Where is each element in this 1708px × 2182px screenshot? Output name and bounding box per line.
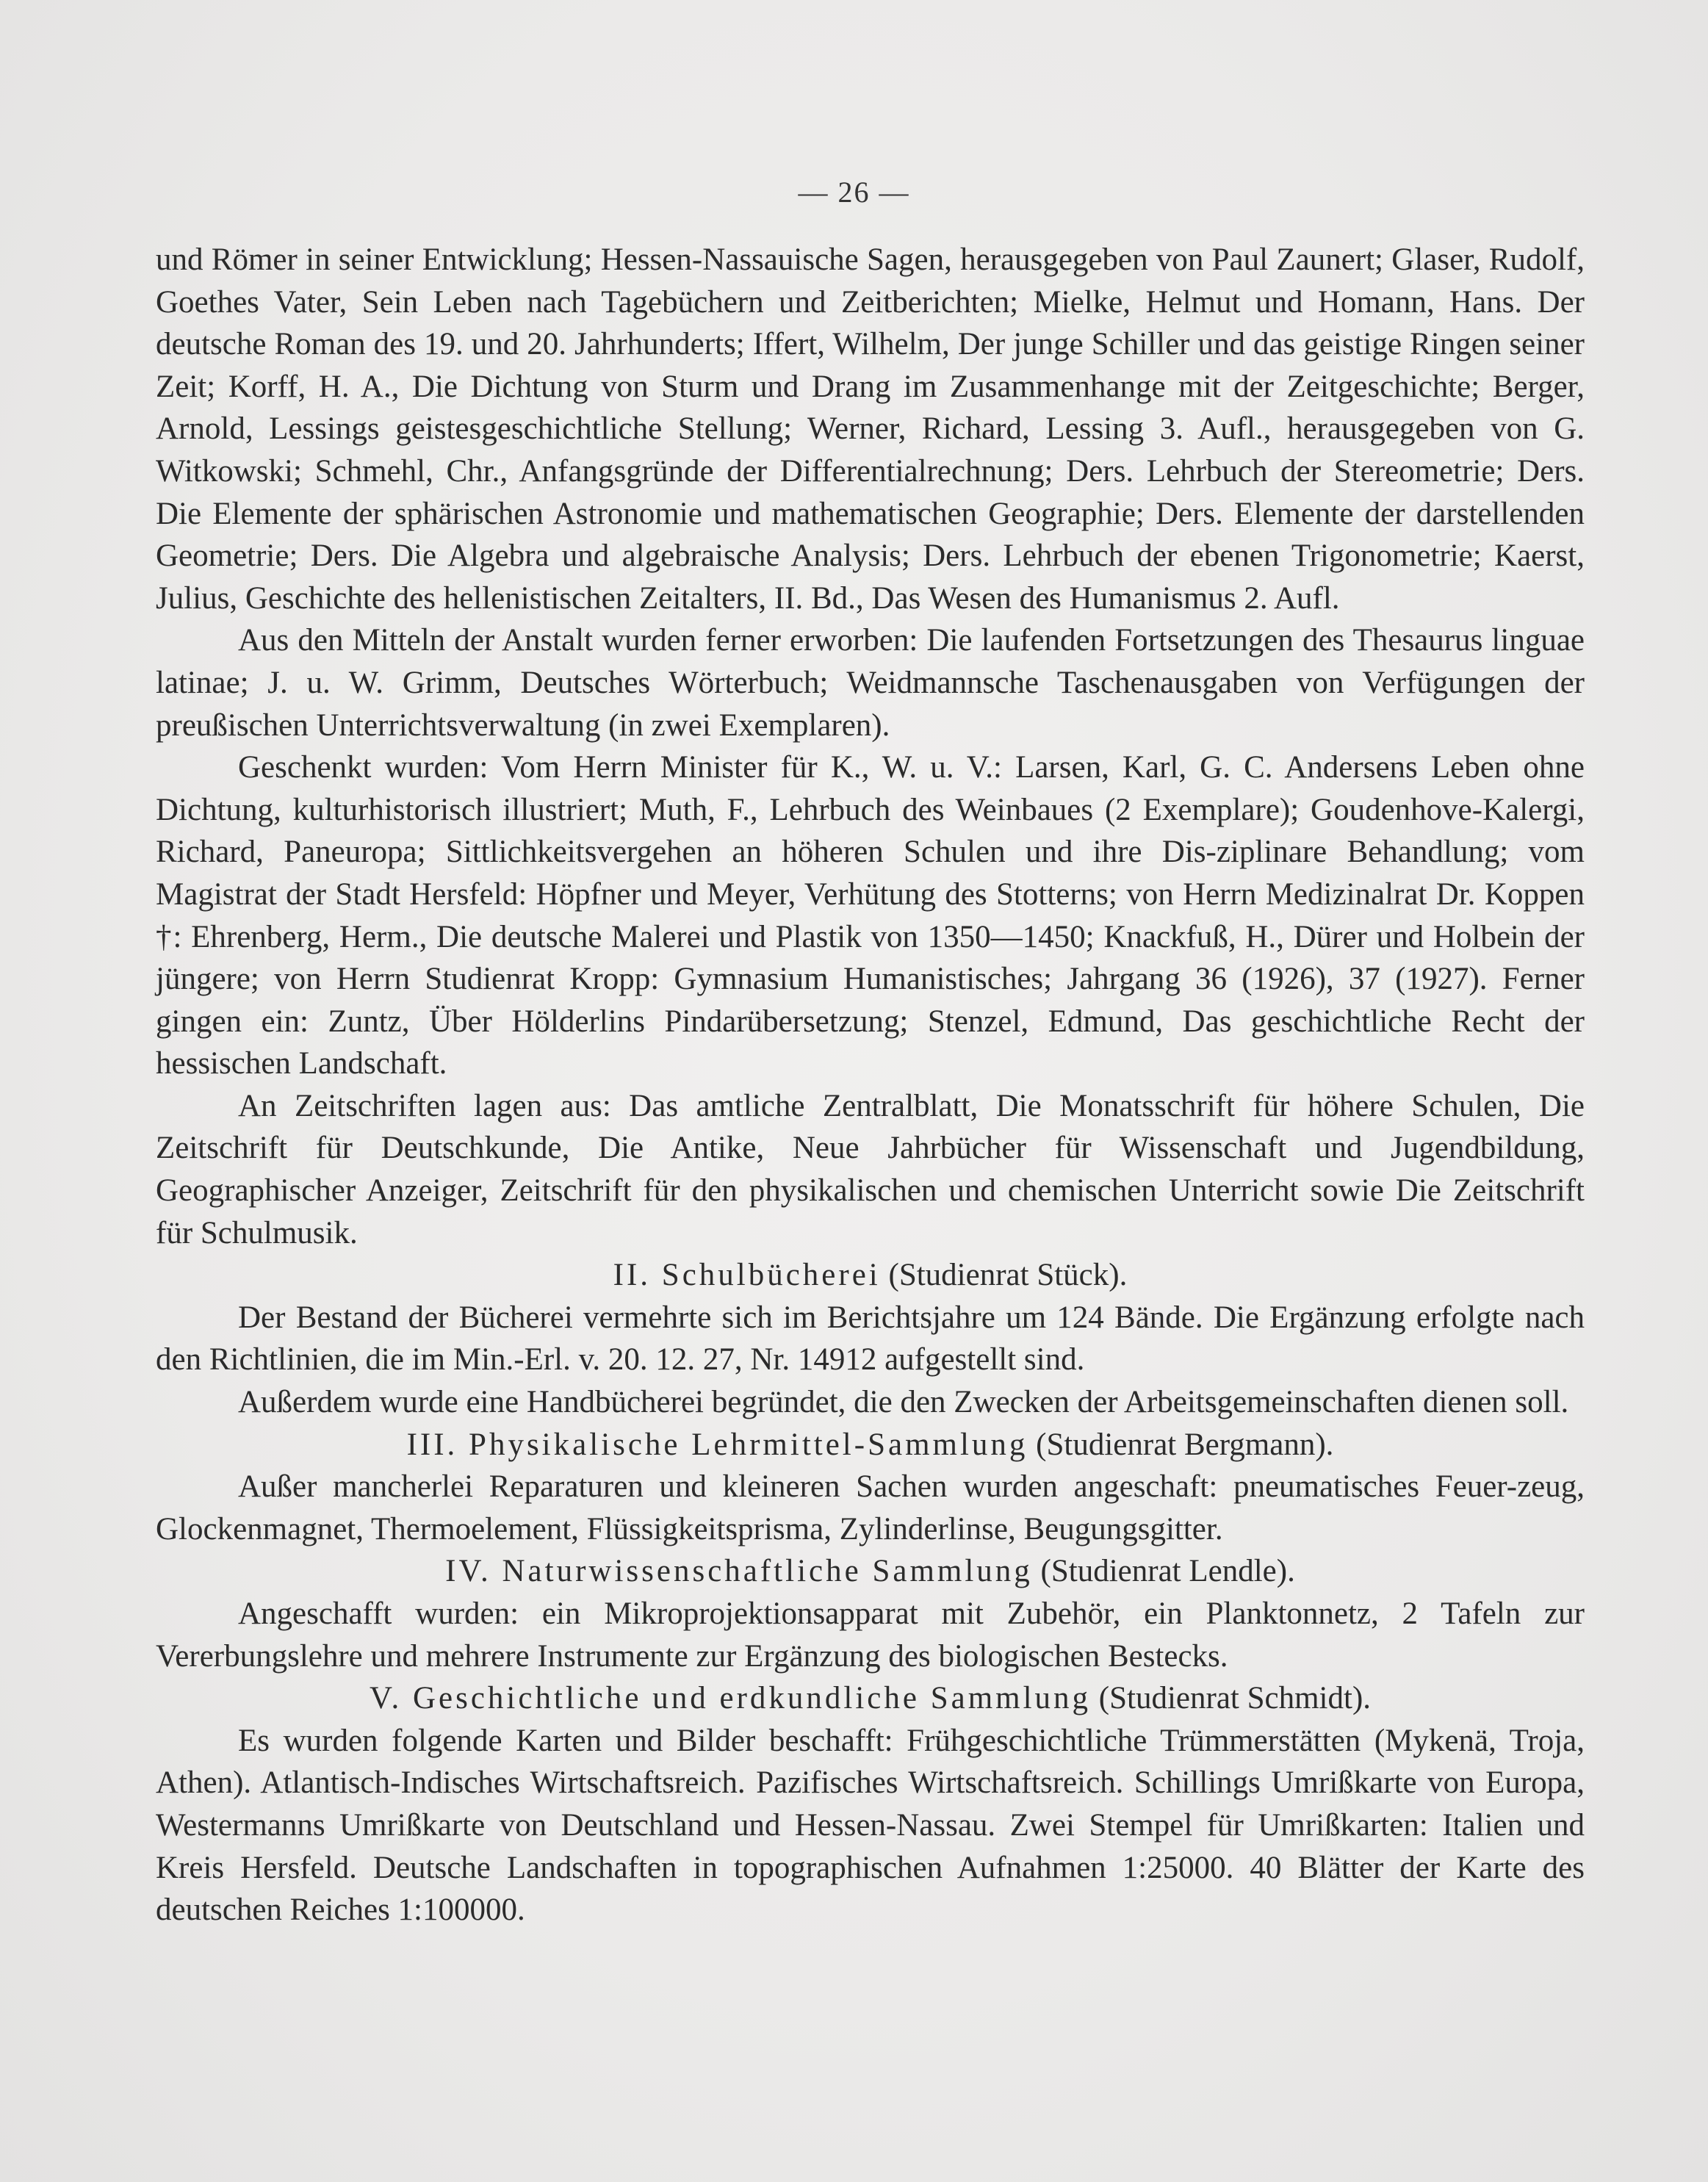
section-title: IV. Naturwissenschaftliche Sammlung (445, 1554, 1033, 1589)
section-title: II. Schulbücherei (613, 1258, 881, 1293)
page-number: — 26 — (798, 176, 910, 209)
section-title: III. Physikalische Lehrmittel-Sammlung (406, 1427, 1028, 1462)
section-heading-geschichte (156, 1677, 1585, 1720)
paragraph-acquisitions: Aus den Mitteln der Anstalt wurden ferner erworben: Die laufenden Fortsetzungen des Thesaurus linguae latinae; J. u. W. Grimm, Deutsches Wörterbuch; Weidmannsche Taschenausgaben von Verfügungen der preußischen Unterrichtsverwaltung (in zwei Exemplaren). (156, 623, 1585, 743)
section-title: V. Geschichtliche und erdkundliche Sammlung (369, 1681, 1092, 1716)
section-heading-schulbuecherei (156, 1254, 1585, 1297)
section-note: (Studienrat Stück). (888, 1258, 1128, 1293)
paragraph-naturwissenschaft: Angeschafft wurden: ein Mikroprojektionsapparat mit Zubehör, ein Planktonnetz, 2 Tafeln zur Vererbungslehre und mehrere Instrumente zur Ergänzung des biologischen Bestecks. (156, 1596, 1585, 1674)
paragraph-schulbuecherei: Der Bestand der Bücherei vermehrte sich im Berichtsjahre um 124 Bände. Die Ergänzung erfolgte nach den Richtlinien, die im Min.-Erl. v. 20. 12. 27, Nr. 14912 aufgestellt sind. (156, 1300, 1585, 1378)
page-body (156, 239, 1585, 1931)
paragraph-physik: Außer mancherlei Reparaturen und kleineren Sachen wurden angeschaft: pneumatisches Feuer-zeug, Glockenmagnet, Thermoelement, Flüssigkeitsprisma, Zylinderlinse, Beugungsgitter. (156, 1469, 1585, 1547)
paragraph-handbuecherei: Außerdem wurde eine Handbücherei begründet, die den Zwecken der Arbeitsgemeinschaften dienen soll. (238, 1385, 1569, 1420)
section-note: (Studienrat Lendle). (1040, 1554, 1295, 1589)
section-heading-physik (156, 1424, 1585, 1466)
paragraph-book-list: und Römer in seiner Entwicklung; Hessen-Nassauische Sagen, herausgegeben von Paul Zaunert; Glaser, Rudolf, Goethes Vater, Sein Leben nach Tagebüchern und Zeitberichten; Mielke, Helmut und Homann, Hans. Der deutsche Roman des 19. und 20. Jahrhunderts; Iffert, Wilhelm, Der junge Schiller und das geistige Ringen seiner Zeit; Korff, H. A., Die Dichtung von Sturm und Drang im Zusammenhange mit der Zeitgeschichte; Berger, Arnold, Lessings geistesgeschichtliche Stellung; Werner, Richard, Lessing 3. Aufl., herausgegeben von G. Witkowski; Schmehl, Chr., Anfangsgründe der Differentialrechnung; Ders. Lehrbuch der Stereometrie; Ders. Die Elemente der sphärischen Astronomie und mathematischen Geographie; Ders. Elemente der darstellenden Geometrie; Ders. Die Algebra und algebraische Analysis; Ders. Lehrbuch der ebenen Trigonometrie; Kaerst, Julius, Geschichte des hellenistischen Zeitalters, II. Bd., Das Wesen des Humanismus 2. Aufl. (156, 242, 1585, 616)
section-note: (Studienrat Bergmann). (1036, 1427, 1334, 1462)
paragraph-periodicals: An Zeitschriften lagen aus: Das amtliche Zentralblatt, Die Monatsschrift für höhere Schulen, Die Zeitschrift für Deutschkunde, Die Antike, Neue Jahrbücher für Wissenschaft und Jugendbildung, Geographischer Anzeiger, Zeitschrift für den physikalischen und chemischen Unterricht sowie Die Zeitschrift für Schulmusik. (156, 1088, 1585, 1250)
paragraph-donations: Geschenkt wurden: Vom Herrn Minister für K., W. u. V.: Larsen, Karl, G. C. Andersens Leben ohne Dichtung, kulturhistorisch illustriert; Muth, F., Lehrbuch des Weinbaues (2 Exemplare); Goudenhove-Kalergi, Richard, Paneuropa; Sittlichkeitsvergehen an höheren Schulen und ihre Dis-ziplinare Behandlung; vom Magistrat der Stadt Hersfeld: Höpfner und Meyer, Verhütung des Stotterns; von Herrn Medizinalrat Dr. Koppen †: Ehrenberg, Herm., Die deutsche Malerei und Plastik von 1350—1450; Knackfuß, H., Dürer und Holbein der jüngere; von Herrn Studienrat Kropp: Gymnasium Humanistisches; Jahrgang 36 (1926), 37 (1927). Ferner gingen ein: Zuntz, Über Hölderlins Pindarübersetzung; Stenzel, Edmund, Das geschichtliche Recht der hessischen Landschaft. (156, 750, 1585, 1081)
section-heading-naturwissenschaft (156, 1550, 1585, 1593)
section-note: (Studienrat Schmidt). (1098, 1681, 1372, 1716)
paragraph-geschichte: Es wurden folgende Karten und Bilder beschafft: Frühgeschichtliche Trümmerstätten (Mykenä, Troja, Athen). Atlantisch-Indisches Wirtschaftsreich. Pazifisches Wirtschaftsreich. Schillings Umrißkarte von Europa, Westermanns Umrißkarte von Deutschland und Hessen-Nassau. Zwei Stempel für Umrißkarten: Italien und Kreis Hersfeld. Deutsche Landschaften in topographischen Aufnahmen 1:25000. 40 Blätter der Karte des deutschen Reiches 1:100000. (156, 1723, 1585, 1928)
